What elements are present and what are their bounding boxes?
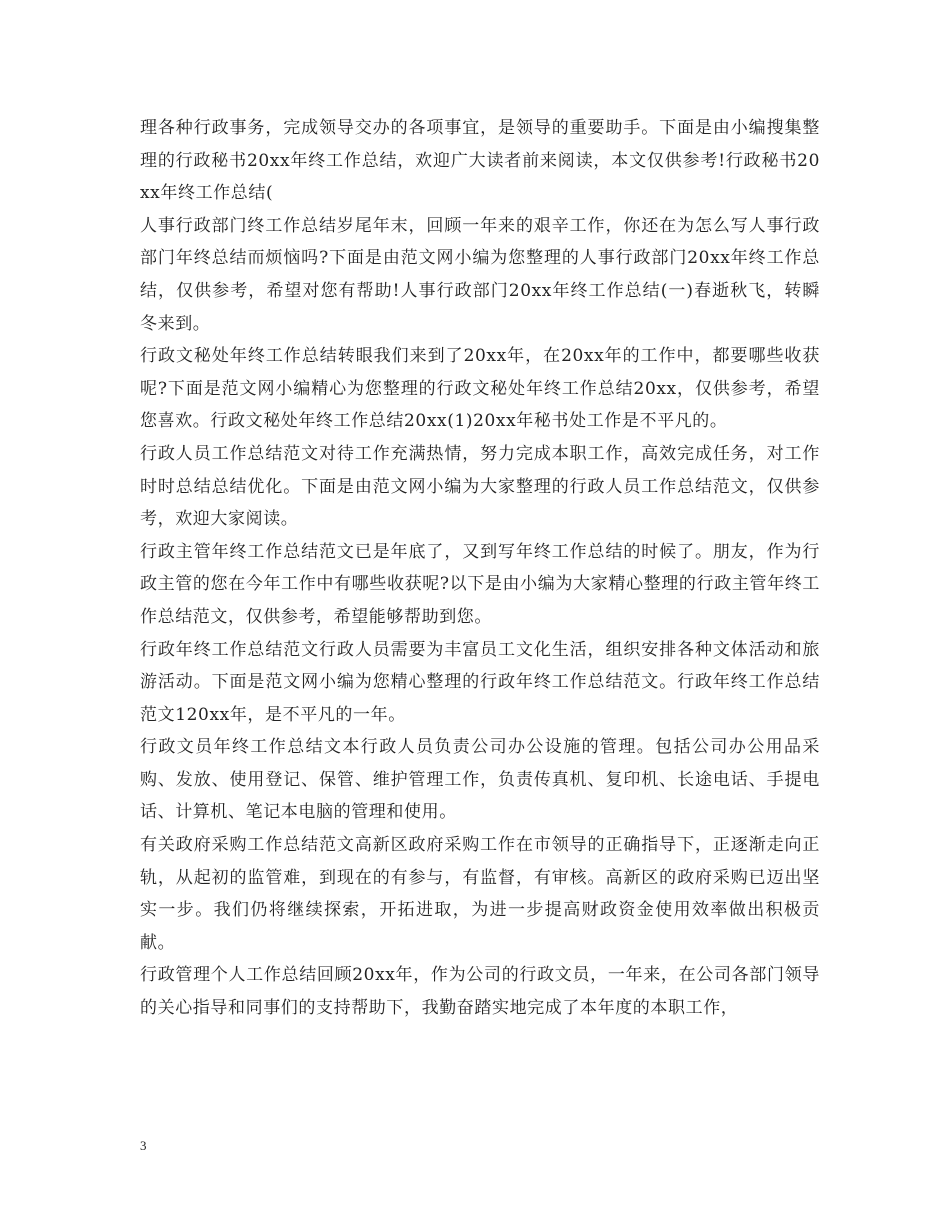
document-body [140,112,820,1025]
paragraph-3: 行政文秘处年终工作总结转眼我们来到了20xx年，在20xx年的工作中，都要哪些收获呢?下面是范文网小编精心为您整理的行政文秘处年终工作总结20xx，仅供参考，希望您喜欢。行政文秘处年终工作总结20xx(1)20xx年秘书处工作是不平凡的。 [140,346,820,432]
page-number: 3 [140,1138,147,1153]
paragraph-7: 行政文员年终工作总结文本行政人员负责公司办公设施的管理。包括公司办公用品采购、发放、使用登记、保管、维护管理工作，负责传真机、复印机、长途电话、手提电话、计算机、笔记本电脑的管理和使用。 [140,737,820,823]
paragraph-2: 人事行政部门终工作总结岁尾年末，回顾一年来的艰辛工作，你还在为怎么写人事行政部门年终总结而烦恼吗?下面是由范文网小编为您整理的人事行政部门20xx年终工作总结，仅供参考，希望对您有帮助!人事行政部门20xx年终工作总结(一)春逝秋飞，转瞬冬来到。 [140,215,820,334]
paragraph-9: 行政管理个人工作总结回顾20xx年，作为公司的行政文员，一年来，在公司各部门领导的关心指导和同事们的支持帮助下，我勤奋踏实地完成了本年度的本职工作， [140,965,820,1019]
paragraph-6: 行政年终工作总结范文行政人员需要为丰富员工文化生活，组织安排各种文体活动和旅游活动。下面是范文网小编为您精心整理的行政年终工作总结范文。行政年终工作总结范文120xx年，是不平凡的一年。 [140,639,820,725]
paragraph-1: 理各种行政事务，完成领导交办的各项事宜，是领导的重要助手。下面是由小编搜集整理的行政秘书20xx年终工作总结，欢迎广大读者前来阅读，本文仅供参考!行政秘书20xx年终工作总结( [140,118,820,204]
paragraph-4: 行政人员工作总结范文对待工作充满热情，努力完成本职工作，高效完成任务，对工作时时总结总结优化。下面是由范文网小编为大家整理的行政人员工作总结范文，仅供参考，欢迎大家阅读。 [140,443,820,530]
paragraph-8: 有关政府采购工作总结范文高新区政府采购工作在市领导的正确指导下，正逐渐走向正轨，从起初的监管难，到现在的有参与，有监督，有审核。高新区的政府采购已迈出坚实一步。我们仍将继续探索，开拓进取，为进一步提高财政资金使用效率做出积极贡献。 [140,835,820,953]
paragraph-5: 行政主管年终工作总结范文已是年底了，又到写年终工作总结的时候了。朋友，作为行政主管的您在今年工作中有哪些收获呢?以下是由小编为大家精心整理的行政主管年终工作总结范文，仅供参考，希望能够帮助到您。 [140,541,820,627]
